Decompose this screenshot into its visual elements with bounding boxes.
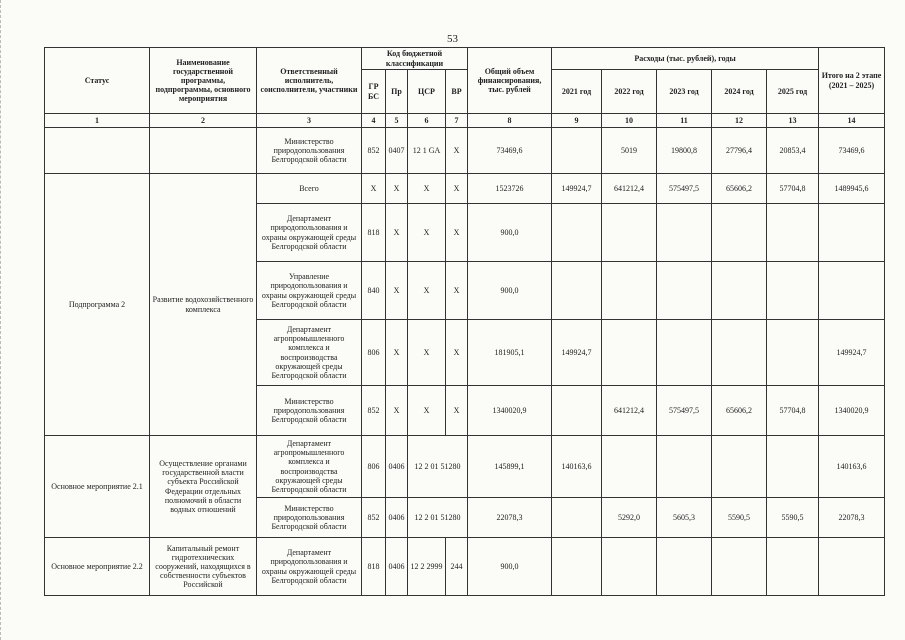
vr-cell: Х [446,262,468,320]
y2025-cell [767,538,819,596]
page-number: 53 [447,33,458,45]
y2024-cell: 27796,4 [712,128,767,174]
header-expenses: Расходы (тыс. рублей), годы [552,48,819,70]
grbs-cell: 818 [362,204,386,262]
stage-total-cell: 73469,6 [819,128,885,174]
col-num: 3 [257,114,362,128]
y2025-cell [767,204,819,262]
y2025-cell [767,320,819,386]
y2024-cell [712,262,767,320]
y2022-cell [602,436,657,498]
y2025-cell: 57704,8 [767,174,819,204]
y2023-cell [657,204,712,262]
y2021-cell [552,128,602,174]
header-year-2024: 2024 год [712,70,767,114]
table-row [45,538,885,596]
responsible-cell: Департамент природопользования и охраны окружающей среды Белгородской области [257,204,362,262]
total-cell: 900,0 [468,262,552,320]
grbs-cell: 818 [362,538,386,596]
y2024-cell: 5590,5 [712,498,767,538]
stage-total-cell: 1340020,9 [819,386,885,436]
grbs-cell: 806 [362,436,386,498]
pr-cell: Х [386,320,408,386]
y2024-cell: 65606,2 [712,386,767,436]
pr-cell: Х [386,204,408,262]
y2025-cell [767,436,819,498]
grbs-cell: Х [362,174,386,204]
y2025-cell: 20853,4 [767,128,819,174]
y2021-cell [552,538,602,596]
total-cell: 900,0 [468,538,552,596]
vr-cell: Х [446,128,468,174]
name-cell: Развитие водохозяйственного комплекса [150,174,257,436]
y2022-cell [602,262,657,320]
col-num: 11 [657,114,712,128]
y2023-cell: 575497,5 [657,174,712,204]
header-row [45,48,885,70]
pr-cell: Х [386,174,408,204]
csr-cell: Х [408,320,446,386]
col-num: 12 [712,114,767,128]
y2023-cell: 19800,8 [657,128,712,174]
responsible-cell: Министерство природопользования Белгородской области [257,128,362,174]
y2025-cell: 57704,8 [767,386,819,436]
header-csr: ЦСР [408,70,446,114]
table-row [45,128,885,174]
stage-total-cell: 1489945,6 [819,174,885,204]
col-num: 13 [767,114,819,128]
name-cell [150,128,257,174]
header-status: Статус [45,48,150,114]
csr-cell: 12 2 01 51280 [408,436,468,498]
csr-cell: Х [408,174,446,204]
csr-cell: 12 2 2999 [408,538,446,596]
pr-cell: 0406 [386,498,408,538]
stage-total-cell: 149924,7 [819,320,885,386]
y2024-cell [712,204,767,262]
budget-table [44,47,885,596]
y2025-cell: 5590,5 [767,498,819,538]
responsible-cell: Всего [257,174,362,204]
total-cell: 22078,3 [468,498,552,538]
y2025-cell [767,262,819,320]
header-year-2021: 2021 год [552,70,602,114]
y2024-cell: 65606,2 [712,174,767,204]
csr-cell: 12 1 GA [408,128,446,174]
y2022-cell [602,204,657,262]
pr-cell: 0407 [386,128,408,174]
y2022-cell: 5292,0 [602,498,657,538]
table-row [45,174,885,204]
header-year-2022: 2022 год [602,70,657,114]
header-stage-total: Итого на 2 этапе (2021 – 2025) [819,48,885,114]
pr-cell: 0406 [386,436,408,498]
y2022-cell: 5019 [602,128,657,174]
total-cell: 73469,6 [468,128,552,174]
vr-cell: 244 [446,538,468,596]
y2023-cell [657,436,712,498]
header-year-2023: 2023 год [657,70,712,114]
col-num: 1 [45,114,150,128]
y2022-cell: 641212,4 [602,386,657,436]
y2021-cell [552,262,602,320]
grbs-cell: 852 [362,498,386,538]
vr-cell: Х [446,174,468,204]
y2023-cell: 575497,5 [657,386,712,436]
y2022-cell: 641212,4 [602,174,657,204]
responsible-cell: Департамент агропромышленного комплекса и воспроизводства окружающей среды Белгородской области [257,436,362,498]
status-cell [45,128,150,174]
total-cell: 145899,1 [468,436,552,498]
grbs-cell: 852 [362,128,386,174]
responsible-cell: Департамент агропромышленного комплекса и воспроизводства окружающей среды Белгородской области [257,320,362,386]
scan-edge [0,0,4,640]
pr-cell: Х [386,262,408,320]
csr-cell: Х [408,386,446,436]
header-pr: Пр [386,70,408,114]
column-numbers-row [45,114,885,128]
responsible-cell: Министерство природопользования Белгородской области [257,386,362,436]
name-cell: Осуществление органами государственной власти субъекта Российской Федерации отдельных полномочий в области водных отношений [150,436,257,538]
status-cell: Основное мероприятие 2.2 [45,538,150,596]
grbs-cell: 806 [362,320,386,386]
col-num: 9 [552,114,602,128]
col-num: 5 [386,114,408,128]
total-cell: 181905,1 [468,320,552,386]
status-cell: Подпрограмма 2 [45,174,150,436]
y2024-cell [712,320,767,386]
header-budget-code: Код бюджетной классификации [362,48,468,70]
y2021-cell [552,498,602,538]
header-grbs: ГР БС [362,70,386,114]
col-num: 2 [150,114,257,128]
col-num: 14 [819,114,885,128]
y2023-cell: 5605,3 [657,498,712,538]
table-row [45,436,885,498]
grbs-cell: 852 [362,386,386,436]
y2021-cell: 149924,7 [552,174,602,204]
responsible-cell: Управление природопользования и охраны окружающей среды Белгородской области [257,262,362,320]
header-name: Наименование государственной программы, подпрограммы, основного мероприятия [150,48,257,114]
csr-cell: Х [408,262,446,320]
stage-total-cell: 22078,3 [819,498,885,538]
responsible-cell: Министерство природопользования Белгородской области [257,498,362,538]
col-num: 8 [468,114,552,128]
col-num: 6 [408,114,446,128]
y2023-cell [657,262,712,320]
name-cell: Капитальный ремонт гидротехнических сооружений, находящихся в собственности субъектов Российской [150,538,257,596]
stage-total-cell [819,538,885,596]
y2021-cell: 140163,6 [552,436,602,498]
y2021-cell [552,386,602,436]
y2024-cell [712,538,767,596]
csr-cell: 12 2 01 51280 [408,498,468,538]
header-total-volume: Общий объем финансирования, тыс. рублей [468,48,552,114]
col-num: 7 [446,114,468,128]
header-year-2025: 2025 год [767,70,819,114]
status-cell: Основное мероприятие 2.1 [45,436,150,538]
total-cell: 1340020,9 [468,386,552,436]
grbs-cell: 840 [362,262,386,320]
y2024-cell [712,436,767,498]
col-num: 10 [602,114,657,128]
responsible-cell: Департамент природопользования и охраны окружающей среды Белгородской области [257,538,362,596]
y2021-cell [552,204,602,262]
pr-cell: 0406 [386,538,408,596]
total-cell: 900,0 [468,204,552,262]
vr-cell: Х [446,386,468,436]
y2022-cell [602,538,657,596]
col-num: 4 [362,114,386,128]
stage-total-cell: 140163,6 [819,436,885,498]
y2023-cell [657,538,712,596]
y2023-cell [657,320,712,386]
vr-cell: Х [446,204,468,262]
header-vr: ВР [446,70,468,114]
pr-cell: Х [386,386,408,436]
csr-cell: Х [408,204,446,262]
vr-cell: Х [446,320,468,386]
stage-total-cell [819,204,885,262]
y2022-cell [602,320,657,386]
y2021-cell: 149924,7 [552,320,602,386]
total-cell: 1523726 [468,174,552,204]
stage-total-cell [819,262,885,320]
header-responsible: Ответственный исполнитель, соисполнители, участники [257,48,362,114]
